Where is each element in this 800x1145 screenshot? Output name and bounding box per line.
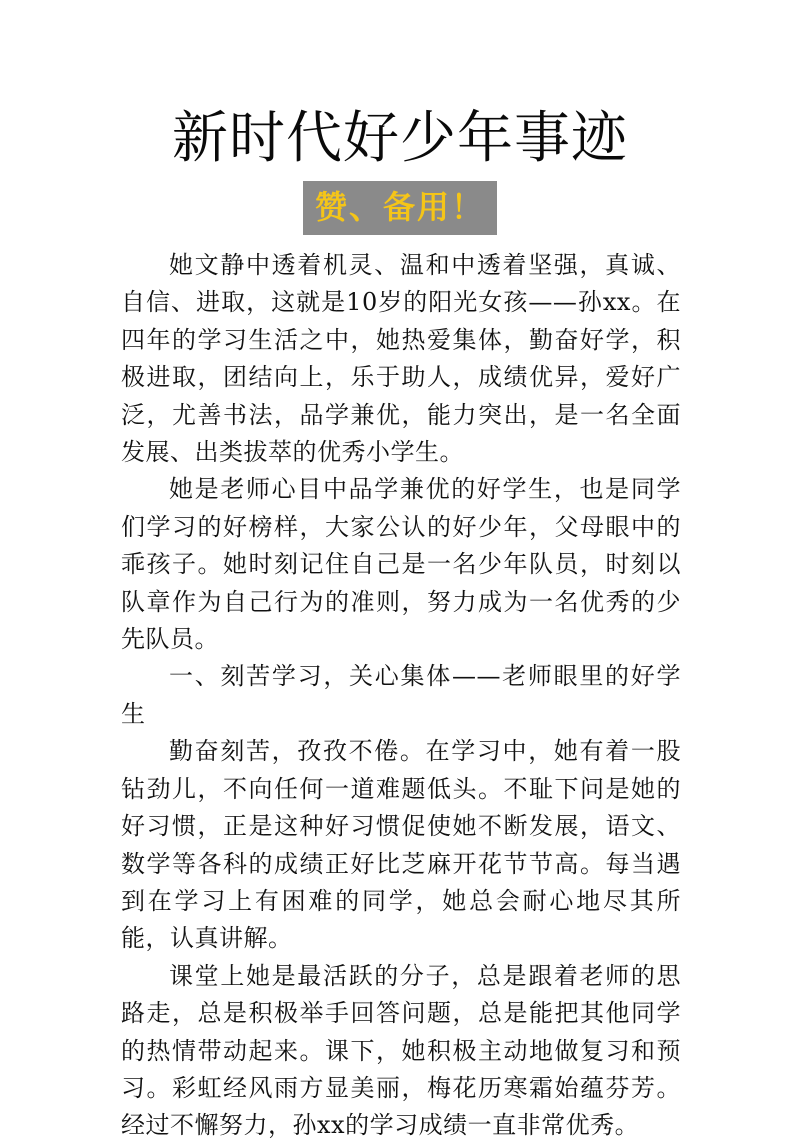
document-body xyxy=(121,247,681,1145)
badge-container xyxy=(0,181,800,235)
document-title: 新时代好少年事迹 xyxy=(172,106,628,171)
highlight-badge: 赞、备用！ xyxy=(303,181,497,235)
section-heading: 一、刻苦学习，关心集体——老师眼里的好学生 xyxy=(121,662,681,728)
paragraph: 她文静中透着机灵、温和中透着坚强，真诚、自信、进取，这就是10岁的阳光女孩——孙xx。在四年的学习生活之中，她热爱集体，勤奋好学，积极进取，团结向上，乐于助人，成绩优异，爱好广泛，尤善书法，品学兼优，能力突出，是一名全面发展、出类拔萃的优秀小学生。 xyxy=(121,251,681,467)
paragraph: 课堂上她是最活跃的分子，总是跟着老师的思路走，总是积极举手回答问题，总是能把其他同学的热情带动起来。课下，她积极主动地做复习和预习。彩虹经风雨方显美丽，梅花历寒霜始蕴芬芳。经过不懈努力，孙xx的学习成绩一直非常优秀。 xyxy=(121,961,681,1140)
paragraph: 她是老师心目中品学兼优的好学生，也是同学们学习的好榜样，大家公认的好少年，父母眼中的乖孩子。她时刻记住自己是一名少年队员，时刻以队章作为自己行为的准则，努力成为一名优秀的少先队员。 xyxy=(121,475,681,654)
paragraph: 勤奋刻苦，孜孜不倦。在学习中，她有着一股钻劲儿，不向任何一道难题低头。不耻下问是她的好习惯，正是这种好习惯促使她不断发展，语文、数学等各科的成绩正好比芝麻开花节节高。每当遇到在学习上有困难的同学，她总会耐心地尽其所能，认真讲解。 xyxy=(121,737,681,953)
